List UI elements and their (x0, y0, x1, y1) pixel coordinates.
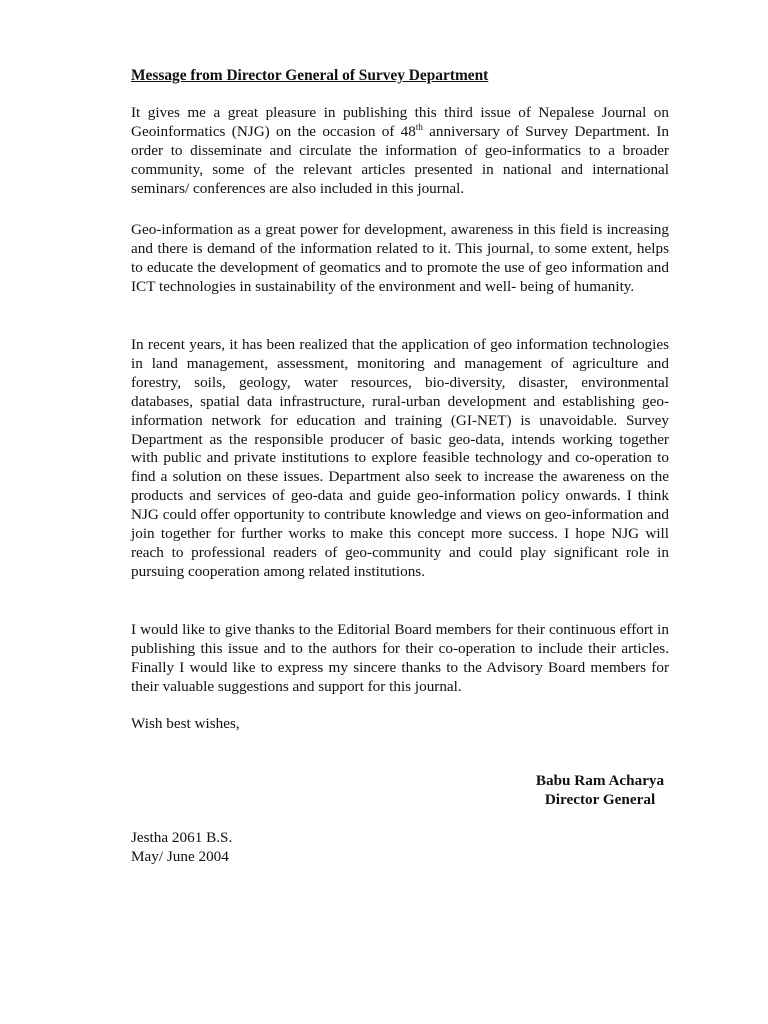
page-title: Message from Director General of Survey Department (131, 67, 489, 84)
paragraph-thanks: I would like to give thanks to the Editorial Board members for their continuous effort in publishing this issue and to the authors for their co-operation to include their articles. Finally I would like to express my sincere thanks to the Advisory Board members for their valuable suggestions and support for this journal. (131, 621, 669, 695)
paragraph-intro-text-end: anniversary of Survey Department. In order to disseminate and circulate the information of geo-informatics to a broader community, some of the relevant articles presented in national and international seminars/ conferences are also included in this journal. (131, 122, 669, 197)
date-gregorian: May/ June 2004 (131, 848, 229, 865)
paragraph-intro (131, 104, 669, 199)
signature-name: Babu Ram Acharya (535, 772, 665, 789)
ordinal-superscript: th (415, 121, 423, 132)
signature-role: Director General (544, 791, 656, 808)
date-nepali: Jestha 2061 B.S. (131, 829, 233, 846)
paragraph-intro-text-start: It gives me a great pleasure in publishing this third issue of Nepalese Journal on Geoinformatics (NJG) on the occasion of 48 (131, 104, 669, 140)
paragraph-geo-information: Geo-information as a great power for development, awareness in this field is increasing and there is demand of the information related to it. This journal, to some extent, helps to educate the development of geomatics and to promote the use of geo information and ICT technologies in sustainability of the environment and well- being of humanity. (131, 221, 669, 295)
paragraph-recent-years: In recent years, it has been realized that the application of geo information technologies in land management, assessment, monitoring and management of agriculture and forestry, soils, geology, water resources, bio-diversity, disaster, environmental databases, spatial data infrastructure, rural-urban development and establishing geo-information network for education and training (GI-NET) is unavoidable. Survey Department as the responsible producer of basic geo-data, intends working together with public and private institutions to explore feasible technology and co-operation to find a solution on these issues. Department also seek to increase the awareness on the products and services of geo-data and guide geo-information policy onwards. I think NJG could offer opportunity to contribute knowledge and views on geo-information and join together for further works to make this concept more success. I hope NJG will reach to professional readers of geo-community and could play significant role in pursuing cooperation among related institutions. (131, 336, 669, 580)
closing-line: Wish best wishes, (131, 715, 240, 732)
